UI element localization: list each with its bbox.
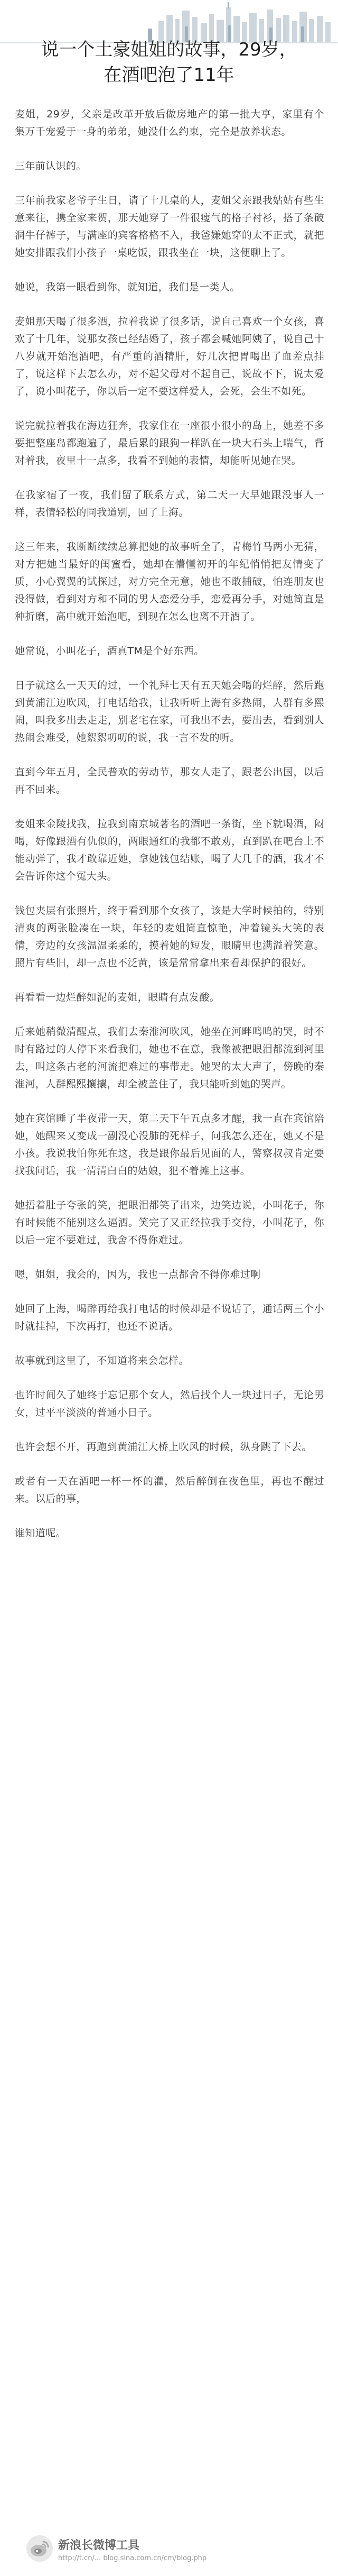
paragraph: 直到今年五月，全民普欢的劳动节，那女人走了，跟老公出国，以后再不回来。 bbox=[15, 766, 324, 795]
paragraph: 在我家宿了一夜，我们留了联系方式，第二天一大早她跟没事人一样，表情轻松的同我道别，回了上海。 bbox=[15, 489, 324, 518]
paragraph: 她说，我第一眼看到你，就知道，我们是一类人。 bbox=[15, 281, 240, 293]
paragraph: 麦姐，29岁，父亲是改革开放后做房地产的第一批大亨，家里有个集万千宠爱于一身的弟弟，她没什么约束，完全是放养状态。 bbox=[15, 108, 324, 137]
paragraph: 嗯，姐姐，我会的，因为，我也一点都舍不得你难过啊 bbox=[15, 1269, 261, 1280]
page-title bbox=[0, 37, 338, 88]
paragraph: 或者有一天在酒吧一杯一杯的灌，然后醉倒在夜色里，再也不醒过来。以后的事， bbox=[15, 1475, 324, 1505]
paragraph: 谁知道呢。 bbox=[15, 1527, 67, 1539]
paragraph: 她捂着肚子夸张的笑，把眼泪都笑了出来，边笑边说，小叫花子，你有时候能不能别这么逼洒。笑完了又正经拉我手交待，小叫花子，你以后一定不要难过，我舍不得你难过。 bbox=[15, 1199, 324, 1246]
title-line-2: 在酒吧泡了11年 bbox=[104, 65, 234, 86]
footer-brand: 新浪长微博工具 bbox=[58, 2539, 140, 2552]
paragraph: 她常说，小叫花子，酒真TM是个好东西。 bbox=[15, 645, 204, 657]
paragraph: 日子就这么一天天的过，一个礼拜七天有五天她会喝的烂醉，然后跑到黄浦江边吹风，打电话给我，让我听听上海有多热闹，人群有多熙闹，叫我多出去走走，别老宅在家，可我出不去，要出去，看到别人热闹会难受，她絮絮叨叨的说，我一言不发的听。 bbox=[15, 680, 324, 744]
paragraph: 故事就到这里了，不知道将来会怎样。 bbox=[15, 1355, 189, 1367]
paragraph: 三年前认识的。 bbox=[15, 160, 87, 172]
footer bbox=[0, 2523, 338, 2576]
sina-weibo-logo-icon bbox=[25, 2534, 54, 2563]
paragraph: 也许时间久了她终于忘记那个女人，然后找个人一块过日子，无论男女，过平平淡淡的普通小日子。 bbox=[15, 1389, 324, 1418]
paragraph: 钱包夹层有张照片，终于看到那个女孩了，该是大学时候拍的，特别清爽的两张脸凑在一块，年轻的麦姐简直惊艳，冲着镜头大笑的表情，旁边的女孩温温柔柔的，摸着她的短发，眼睛里也满溢着笑意。照片有些旧，却一点也不泛黄，该是常常拿出来看却保护的很好。 bbox=[15, 905, 324, 969]
paragraph: 说完就拉着我在海边狂奔，我家住在一座很小很小的岛上，她差不多要把整座岛都跑遍了，最后累的跟狗一样趴在一块大石头上喘气，背对着我，夜里十一点多，我看不到她的表情，却能听见她在哭。 bbox=[15, 420, 324, 466]
paragraph: 她在宾馆睡了半夜带一天，第二天下午五点多才醒，我一直在宾馆陪她，她醒来又变成一副没心没肺的死样子，问我怎么还在，她又不是小孩。我说我怕你死在这，我是跟你最后见面的人，警察叔叔肯定要找我问话，我一清清白白的姑娘，犯不着摊上这事。 bbox=[15, 1113, 324, 1177]
paragraph: 三年前我家老爷子生日，请了十几桌的人，麦姐父亲跟我姑姑有些生意来往，携全家来贺，那天她穿了一件很瘦气的格子衬衫，搭了条破洞牛仔裤子，与满座的宾客格格不入，我爸嫌她穿的太不正式，就把她安排跟我们小孩子一桌吃饭，跟我坐在一块，这便聊上了。 bbox=[15, 195, 324, 259]
paragraph: 她回了上海，喝醉再给我打电话的时候却是不说话了，通话两三个小时就挂掉，下次再打，也还不说话。 bbox=[15, 1303, 324, 1332]
paragraph: 再看看一边烂醉如泥的麦姐，眼睛有点发酸。 bbox=[15, 992, 220, 1003]
article-body bbox=[15, 106, 324, 1559]
paragraph: 麦姐那天喝了很多酒，拉着我说了很多话，说自己喜欢一个女孩，喜欢了十几年，说那女孩已经结婚了，孩子都会喊她阿姨了，说自己十八岁就开始泡酒吧，有严重的酒精肝，好几次把胃喝出了血差点挂了，说这样下去怎么办，对不起父母对不起自己，说故不下，说太爱了，说小叫花子，你以后一定不要这样爱人，会死，会生不如死。 bbox=[15, 316, 324, 397]
paragraph: 这三年来，我断断续续总算把她的故事听全了，青梅竹马两小无猜，对方把她当最好的闺蜜看，她却在懵懂初开的年纪悄悄把友情变了质，小心翼翼的试探过，对方完全无意，她也不敢捕破，怕连朋友也没得做，看到对方和不同的男人恋爱分手，恋爱再分手，对她简直是种折磨，高中就开始泡吧，到现在怎么也离不开酒了。 bbox=[15, 541, 324, 622]
footer-url[interactable]: http://t.cn/... blog.sina.com.cn/cm/blog.php bbox=[58, 2554, 207, 2562]
title-line-1: 说一个土豪姐姐的故事，29岁， bbox=[41, 39, 297, 60]
paragraph: 后来她稍微清醒点，我们去秦淮河吹风，她坐在河畔鸣鸣的哭，时不时有路过的人停下来看我们，她也不在意，我像被把眼泪都流到河里去，叫这条古老的河流把难过的事带走。她哭的太大声了，傍晚的秦淮河，人群熙熙攘攘，却全被盖住了，我只能听到她的哭声。 bbox=[15, 1026, 324, 1090]
paragraph: 也许会想不开，再跑到黄浦江大桥上吹风的时候，纵身跳了下去。 bbox=[15, 1441, 312, 1453]
paragraph: 麦姐来金陵找我，拉我到南京城著名的酒吧一条街，坐下就喝酒，闷喝，好像跟酒有仇似的，两眼通红的我都不敢劝，直到趴在吧台上不能动弹了，我才敢靠近她，拿她钱包结账，喝了大几千的酒，我才不会告诉你这个冤大头。 bbox=[15, 818, 324, 882]
